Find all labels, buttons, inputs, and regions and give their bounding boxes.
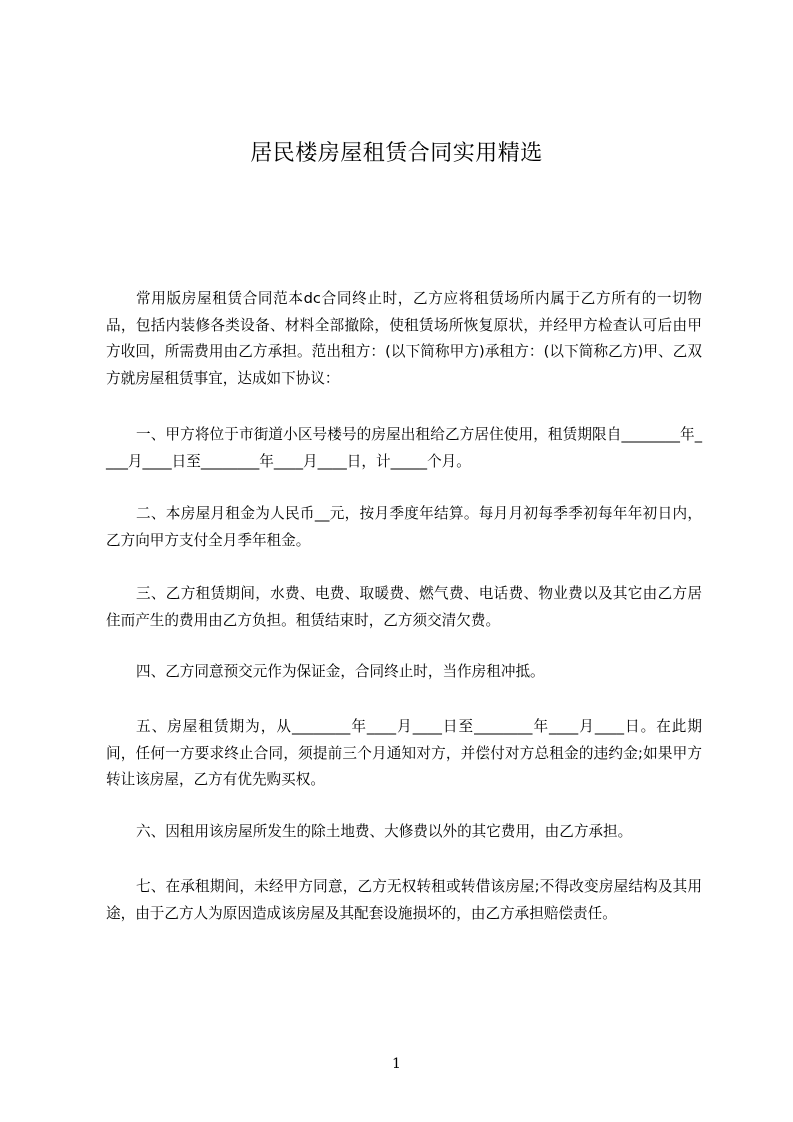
clause-2: 二、本房屋月租金为人民币__元，按月季度年结算。每月月初每季季初每年年初日内，乙方向甲方支付全月季年租金。: [106, 505, 702, 549]
document-title: 居民楼房屋租赁合同实用精选: [250, 141, 543, 166]
clause-1: 一、甲方将位于市街道小区号楼号的房屋出租给乙方居住使用，租赁期限自________年____月____日至________年____月____日，计_____个月。: [106, 426, 702, 470]
clause-3: 三、乙方租赁期间，水费、电费、取暖费、燃气费、电话费、物业费以及其它由乙方居住而产生的费用由乙方负担。租赁结束时，乙方须交清欠费。: [106, 585, 702, 629]
clause-7: 七、在承租期间，未经甲方同意，乙方无权转租或转借该房屋;不得改变房屋结构及其用途，由于乙方人为原因造成该房屋及其配套设施损坏的，由乙方承担赔偿责任。: [106, 878, 702, 922]
intro-paragraph: 常用版房屋租赁合同范本dc合同终止时，乙方应将租赁场所内属于乙方所有的一切物品，包括内装修各类设备、材料全部撤除，使租赁场所恢复原状，并经甲方检查认可后由甲方收回，所需费用由乙方承担。范出租方：(以下简称甲方)承租方：(以下简称乙方)甲、乙双方就房屋租赁事宜，达成如下协议：: [106, 290, 702, 387]
page-number: 1: [392, 1056, 401, 1072]
clause-6: 六、因租用该房屋所发生的除土地费、大修费以外的其它费用，由乙方承担。: [136, 823, 633, 840]
clause-4: 四、乙方同意预交元作为保证金，合同终止时，当作房租冲抵。: [136, 663, 545, 680]
clause-5: 五、房屋租赁期为，从________年____月____日至________年____月____日。在此期间，任何一方要求终止合同，须提前三个月通知对方，并偿付对方总租金的违约金;如果甲方转让该房屋，乙方有优先购买权。: [106, 718, 702, 788]
